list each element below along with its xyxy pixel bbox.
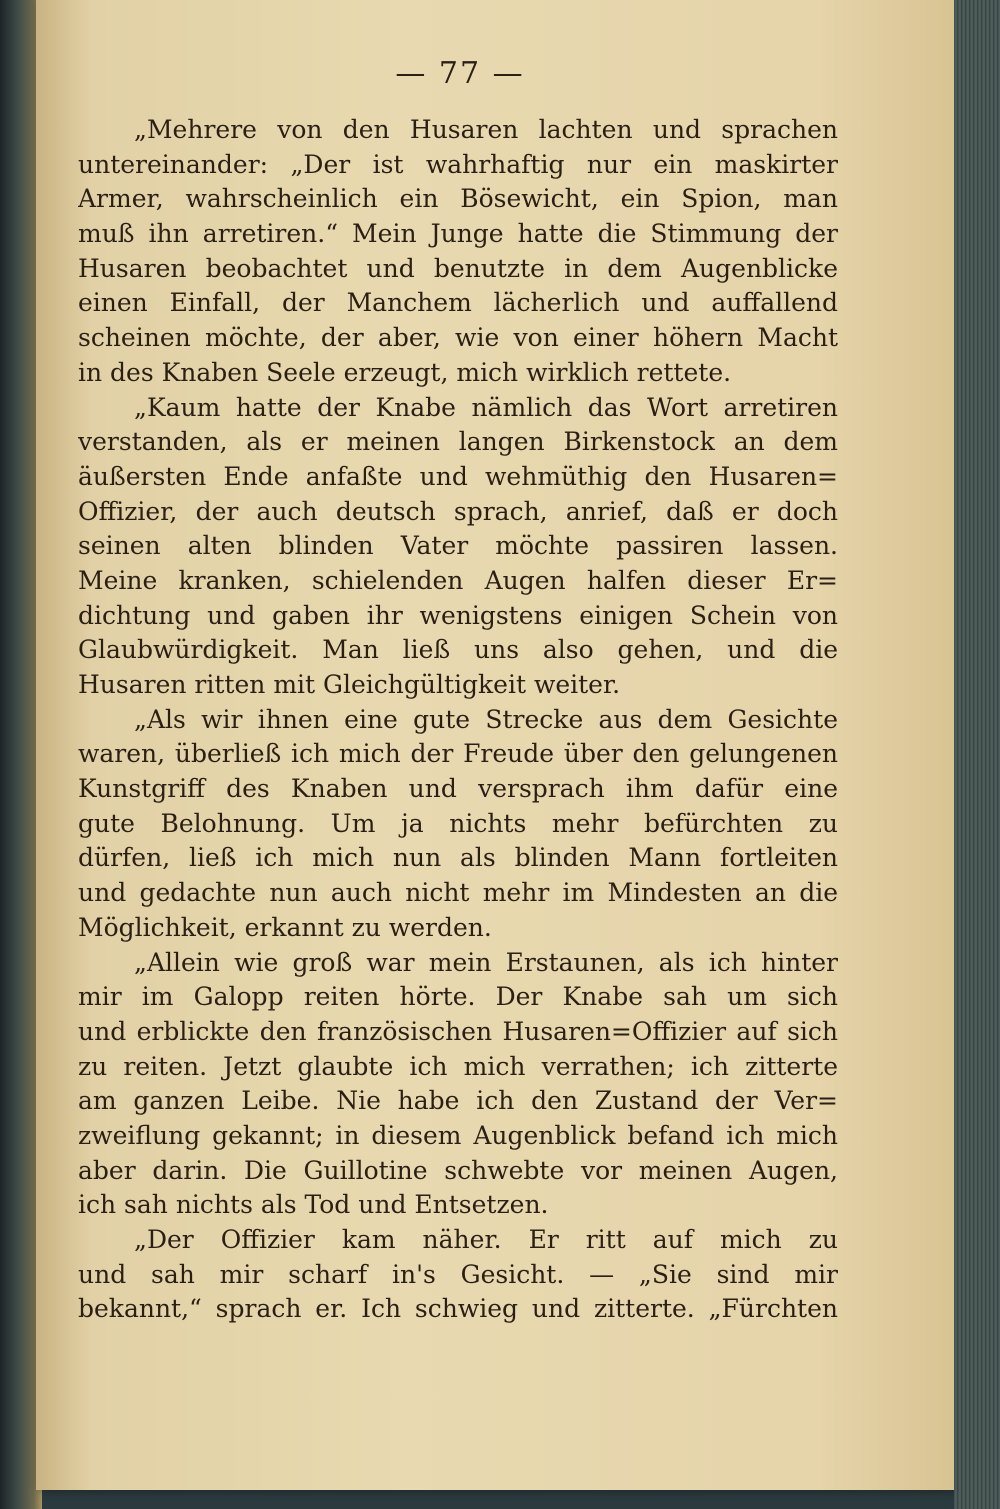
text-line: waren, überließ ich mich der Freude über den gelungenen xyxy=(78,739,838,769)
text-line: Glaubwürdigkeit. Man ließ uns also gehen, und die xyxy=(78,635,838,665)
text-line: Armer, wahrscheinlich ein Bösewicht, ein Spion, man xyxy=(78,184,838,214)
text-line: „Der Offizier kam näher. Er ritt auf mich zu xyxy=(134,1225,838,1254)
text-line: bekannt,“ sprach er. Ich schwieg und zitterte. „Fürchten xyxy=(78,1294,838,1324)
text-line: dürfen, ließ ich mich nun als blinden Mann fortleiten xyxy=(78,843,838,873)
page-edges xyxy=(954,0,1000,1509)
text-line: und gedachte nun auch nicht mehr im Mindesten an die xyxy=(78,878,838,908)
text-line: untereinander: „Der ist wahrhaftig nur ein maskirter xyxy=(78,149,838,179)
text-line: Meine kranken, schielenden Augen halfen dieser Er= xyxy=(78,565,838,595)
text-line: scheinen möchte, der aber, wie von einer höhern Macht xyxy=(78,323,838,353)
text-line: Möglichkeit, erkannt zu werden. xyxy=(78,912,492,942)
text-line: gute Belohnung. Um ja nichts mehr befürchten zu xyxy=(78,808,838,838)
text-line: und erblickte den französischen Husaren=Offizier auf sich xyxy=(78,1016,838,1046)
text-line: ich sah nichts als Tod und Entsetzen. xyxy=(78,1190,549,1220)
text-line: äußersten Ende anfaßte und wehmüthig den Husaren= xyxy=(78,461,838,491)
text-line: und sah mir scharf in's Gesicht. — „Sie sind mir xyxy=(78,1259,838,1289)
text-line: „Allein wie groß war mein Erstaunen, als ich hinter xyxy=(134,947,838,977)
text-line: Kunstgriff des Knaben und versprach ihm dafür eine xyxy=(78,774,838,804)
text-line: mir im Galopp reiten hörte. Der Knabe sah um sich xyxy=(78,982,838,1012)
text-line: „Kaum hatte der Knabe nämlich das Wort arretiren xyxy=(134,392,838,422)
page-number: — 77 — xyxy=(395,56,525,91)
text-line: einen Einfall, der Manchem lächerlich und auffallend xyxy=(78,288,838,318)
text-line: „Mehrere von den Husaren lachten und sprachen xyxy=(134,115,838,144)
text-line: aber darin. Die Guillotine schwebte vor meinen Augen, xyxy=(78,1155,838,1185)
body-text xyxy=(78,113,838,1327)
text-line: Husaren beobachtet und benutzte in dem Augenblicke xyxy=(78,253,838,283)
text-line: seinen alten blinden Vater möchte passiren lassen. xyxy=(78,531,838,561)
text-line: in des Knaben Seele erzeugt, mich wirklich rettete. xyxy=(78,357,732,387)
text-line: Husaren ritten mit Gleichgültigkeit weiter. xyxy=(78,670,621,699)
text-line: verstanden, als er meinen langen Birkenstock an dem xyxy=(78,427,838,457)
text-line: Offizier, der auch deutsch sprach, anrief, daß er doch xyxy=(78,496,838,526)
text-line: dichtung und gaben ihr wenigstens einigen Schein von xyxy=(78,600,838,630)
text-line: „Als wir ihnen eine gute Strecke aus dem Gesichte xyxy=(134,704,838,734)
text-line: zu reiten. Jetzt glaubte ich mich verrathen; ich zitterte xyxy=(78,1051,838,1081)
text-line: am ganzen Leibe. Nie habe ich den Zustand der Ver= xyxy=(78,1086,838,1116)
text-line: zweiflung gekannt; in diesem Augenblick befand ich mich xyxy=(78,1120,838,1150)
text-line: muß ihn arretiren.“ Mein Junge hatte die Stimmung der xyxy=(78,219,838,249)
